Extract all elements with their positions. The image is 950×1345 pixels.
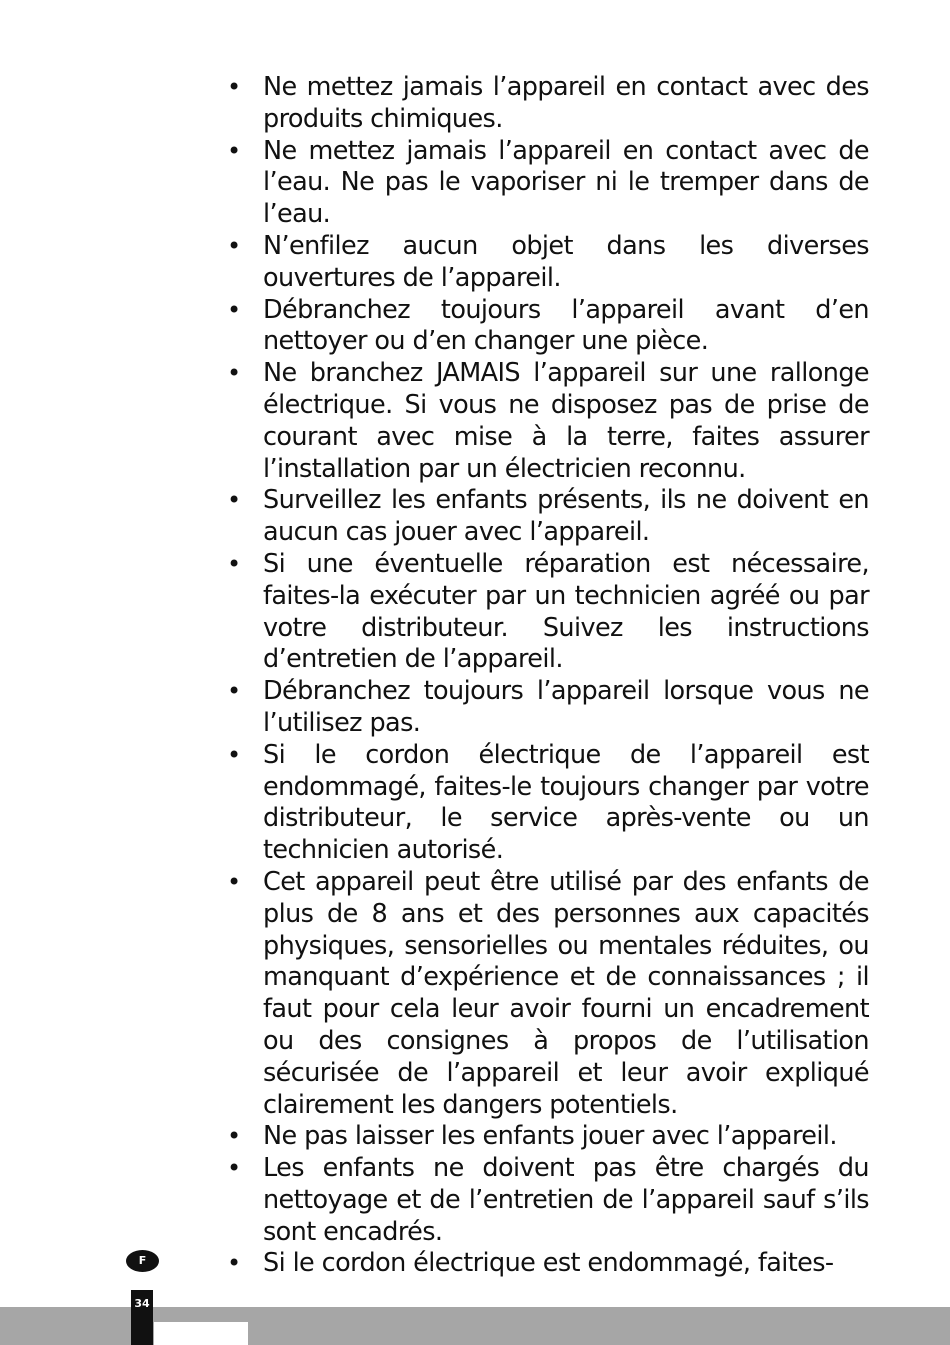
- list-item: [222, 676, 869, 740]
- list-item-text: Ne mettez jamais l’appareil en contact avec des produits chimiques.: [263, 72, 869, 134]
- list-item-text: Surveillez les enfants présents, ils ne doivent en aucun cas jouer avec l’appareil.: [263, 485, 869, 548]
- bullet-icon: •: [227, 486, 241, 515]
- list-item-text: Ne pas laisser les enfants jouer avec l’appareil.: [263, 1121, 837, 1152]
- page-number: 34: [134, 1297, 150, 1310]
- list-item: [222, 295, 869, 359]
- bullet-icon: •: [227, 231, 241, 260]
- list-item-text: N’enfilez aucun objet dans les diverses ouvertures de l’appareil.: [263, 230, 869, 293]
- bullet-icon: •: [227, 1122, 241, 1151]
- list-item: [222, 1248, 869, 1280]
- bullet-icon: •: [227, 740, 241, 769]
- safety-instructions-list: [222, 72, 869, 1280]
- list-item: [222, 136, 869, 231]
- list-item-text: Si le cordon électrique est endommagé, faites-: [263, 1248, 834, 1279]
- bullet-icon: •: [227, 1249, 241, 1278]
- language-badge: F: [126, 1250, 159, 1272]
- page-number-tab: [131, 1290, 153, 1345]
- list-item-text: Débranchez toujours l’appareil lorsque vous ne l’utilisez pas.: [263, 676, 869, 738]
- footer-white-block: [154, 1322, 248, 1345]
- bullet-icon: •: [227, 1154, 241, 1183]
- bullet-icon: •: [227, 549, 241, 578]
- list-item-text: Ne mettez jamais l’appareil en contact avec de l’eau. Ne pas le vaporiser ni le tremper dans de l’eau.: [263, 135, 869, 230]
- bullet-icon: •: [227, 136, 241, 165]
- bullet-icon: •: [227, 73, 241, 101]
- list-item: [222, 549, 869, 676]
- list-item: [222, 740, 869, 867]
- list-item: [222, 231, 869, 295]
- bullet-icon: •: [227, 359, 241, 388]
- list-item-text: Si une éventuelle réparation est nécessaire, faites-la exécuter par un technicien agréé ou par votre distributeur. Suivez les instructions d’entretien de l’appareil.: [263, 548, 869, 675]
- list-item: [222, 867, 869, 1121]
- bullet-icon: •: [227, 867, 241, 896]
- list-item-text: Cet appareil peut être utilisé par des enfants de plus de 8 ans et des personnes aux capacités physiques, sensorielles ou mentales réduites, ou manquant d’expérience et de connaissances ; il faut pour cela leur avoir fourni un encadrement ou des consignes à propos de l’utilisation sécurisée de l’appareil et leur avoir expliqué clairement les dangers potentiels.: [263, 866, 869, 1120]
- bullet-icon: •: [227, 295, 241, 324]
- list-item: [222, 1121, 869, 1153]
- list-item-text: Si le cordon électrique de l’appareil est endommagé, faites-le toujours changer par votre distributeur, le service après-vente ou un technicien autorisé.: [263, 739, 869, 866]
- list-item: [222, 72, 869, 136]
- list-item: [222, 1153, 869, 1248]
- list-item: [222, 485, 869, 549]
- list-item-text: Débranchez toujours l’appareil avant d’en nettoyer ou d’en changer une pièce.: [263, 294, 869, 357]
- list-item-text: Les enfants ne doivent pas être chargés du nettoyage et de l’entretien de l’appareil sauf s’ils sont encadrés.: [263, 1153, 869, 1247]
- list-item-text: Ne branchez JAMAIS l’appareil sur une rallonge électrique. Si vous ne disposez pas de prise de courant avec mise à la terre, faites assurer l’installation par un électricien reconnu.: [263, 358, 869, 484]
- list-item: [222, 358, 869, 485]
- bullet-icon: •: [227, 677, 241, 706]
